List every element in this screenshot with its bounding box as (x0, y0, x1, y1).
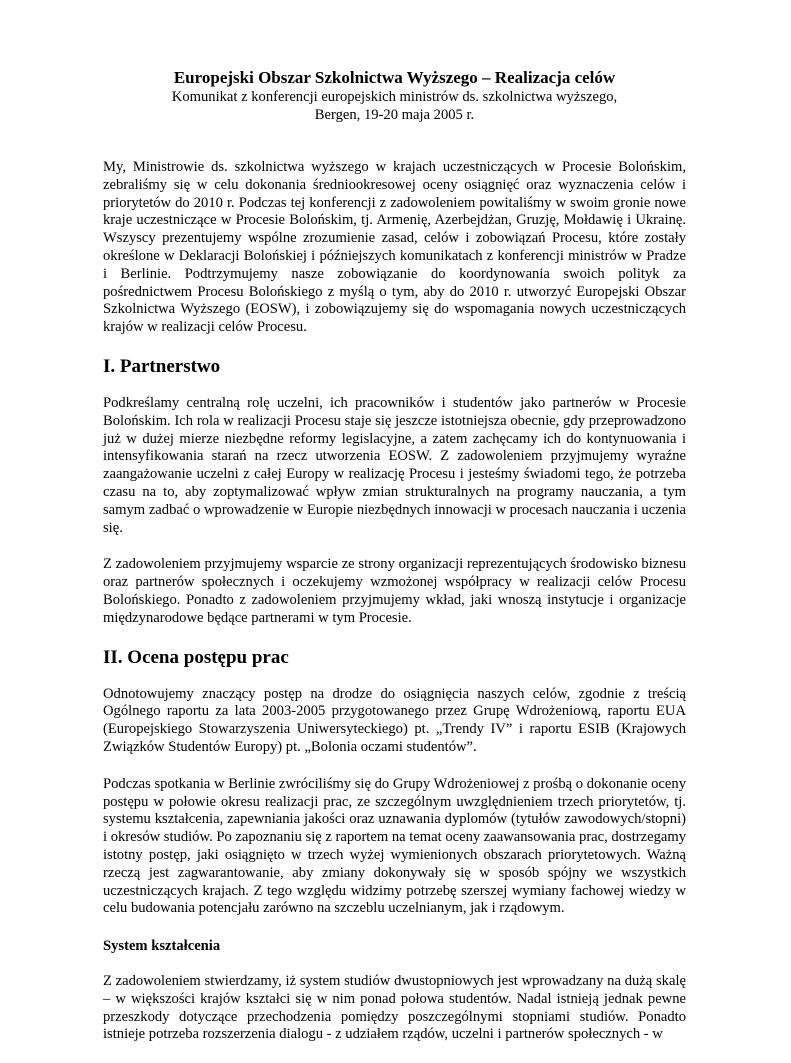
subsection-heading-system: System kształcenia (103, 938, 221, 955)
body-paragraph: Podkreślamy centralną rolę uczelni, ich pracowników i studentów jako partnerów w Procesie Bolońskim. Ich rola w realizacji Procesu staje się jeszcze istotniejsza obecnie, gdy przeprowadzono już w dużej mierze niezbędne reformy legislacyjne, a zatem zachęcamy ich do kontynuowania i intensyfikowania starań na rzecz utworzenia EOSW. Z zadowoleniem przyjmujemy wyraźne zaangażowanie uczelni z całej Europy w realizację Procesu i jesteśmy świadomi tego, że potrzeba czasu na to, aby zoptymalizować wpływ zmian strukturalnych na programy nauczania, a tym samym zadbać o wprowadzenie w Europie niezbędnych innowacji w procesach nauczania i uczenia się. (103, 394, 686, 536)
document-page (103, 68, 686, 1063)
section-heading-partnerstwo: I. Partnerstwo (103, 355, 221, 377)
body-paragraph: Z zadowoleniem przyjmujemy wsparcie ze strony organizacji reprezentujących środowisko biznesu oraz partnerów społecznych i oczekujemy wzmożonej współpracy w realizacji celów Procesu Bolońskiego. Ponadto z zadowoleniem przyjmujemy wkład, jaki wnoszą instytucje i organizacje międzynarodowe będące partnerami w tym Procesie. (103, 556, 686, 626)
document-title: Europejski Obszar Szkolnictwa Wyższego – Realizacja celów (173, 68, 616, 87)
document-subtitle-line2: Bergen, 19-20 maja 2005 r. (314, 107, 475, 123)
document-subtitle-line1: Komunikat z konferencji europejskich ministrów ds. szkolnictwa wyższego, (171, 89, 618, 105)
section-heading-ocena: II. Ocena postępu prac (103, 646, 289, 668)
body-paragraph: Podczas spotkania w Berlinie zwróciliśmy się do Grupy Wdrożeniowej z prośbą o dokonanie oceny postępu w połowie okresu realizacji prac, ze szczególnym uwzględnieniem trzech priorytetów, tj. systemu kształcenia, zapewniania jakości oraz uznawania dyplomów (tytułów zawodowych/stopni) i okresów studiów. Po zapoznaniu się z raportem na temat oceny zaawansowania prac, dostrzegamy istotny postęp, jaki osiągnięto w trzech wyżej wymienionych obszarach priorytetowych. Ważną rzeczą jest zagwarantowanie, aby zmiany dokonywały się w sposób spójny we wszystkich uczestniczących krajach. Z tego względu widzimy potrzebę szerszej wymiany fachowej wiedzy w celu budowania potencjału zarówno na szczeblu uczelnianym, jak i rządowym. (103, 775, 687, 917)
title-block (103, 68, 686, 124)
body-paragraph: Odnotowujemy znaczący postęp na drodze do osiągnięcia naszych celów, zgodnie z treścią Ogólnego raportu za lata 2003-2005 przygotowanego przez Grupę Wdrożeniową, raportu EUA (Europejskiego Stowarzyszenia Uniwersyteckiego) pt. „Trendy IV” i raportu ESIB (Krajowych Związków Studentów Europy) pt. „Bolonia oczami studentów”. (103, 685, 686, 755)
body-paragraph: Z zadowoleniem stwierdzamy, iż system studiów dwustopniowych jest wprowadzany na dużą skalę – w większości krajów kształci się w nim ponad połowa studentów. Nadal istnieją jednak pewne przeszkody dotyczące przechodzenia pomiędzy poszczególnymi stopniami studiów. Ponadto istnieje potrzeba rozszerzenia dialogu - z udziałem rządów, uczelni i partnerów społecznych - w (103, 973, 686, 1043)
intro-paragraph: My, Ministrowie ds. szkolnictwa wyższego w krajach uczestniczących w Procesie Bolońskim, zebraliśmy się w celu dokonania średniookresowej oceny osiągnięć oraz wyznaczenia celów i priorytetów do 2010 r. Podczas tej konferencji z zadowoleniem powitaliśmy w swoim gronie nowe kraje uczestniczące w Procesie Bolońskim, tj. Armenię, Azerbejdżan, Gruzję, Mołdawię i Ukrainę. Wszyscy prezentujemy wspólne zrozumienie zasad, celów i zobowiązań Procesu, które zostały określone w Deklaracji Bolońskiej i późniejszych komunikatach z konferencji ministrów w Pradze i Berlinie. Podtrzymujemy nasze zobowiązanie do koordynowania swoich polityk za pośrednictwem Procesu Bolońskiego z myślą o tym, aby do 2010 r. utworzyć Europejski Obszar Szkolnictwa Wyższego (EOSW), i zobowiązujemy się do wspomagania nowych uczestniczących krajów w realizacji celów Procesu. (103, 159, 686, 336)
